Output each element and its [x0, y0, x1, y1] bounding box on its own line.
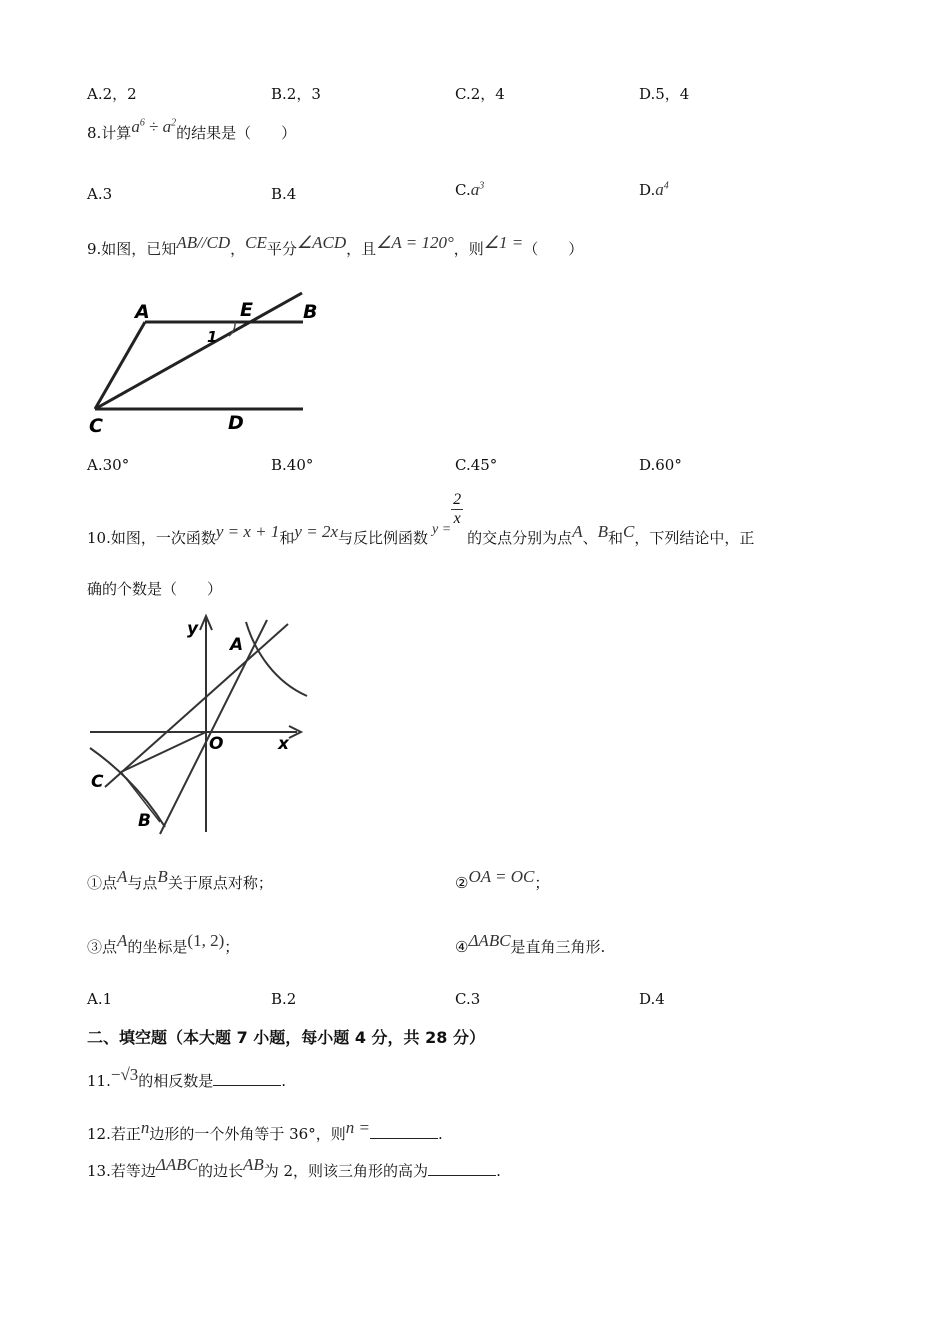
q10-option-d: D.4	[639, 990, 665, 1008]
q10-option-a: A.1	[87, 990, 113, 1008]
question-13: 13.若等边ΔABC的边长AB为 2，则该三角形的高为 .	[87, 1155, 501, 1180]
q7-option-c: C.2，4	[455, 85, 505, 103]
q8-option-a: A.3	[87, 185, 113, 203]
label-b: B	[138, 811, 151, 831]
q8-suffix: 的结果是（ ）	[176, 124, 297, 142]
q10-option-b: B.2	[271, 990, 297, 1008]
q9-option-c: C.45°	[455, 456, 498, 474]
q8-option-b: B.4	[271, 185, 297, 203]
q13-answer-blank[interactable]	[428, 1161, 496, 1176]
q10-statement-4: ④ΔABC是直角三角形.	[455, 931, 606, 956]
label-1: 1	[207, 328, 218, 346]
q10-option-c: C.3	[455, 990, 481, 1008]
q9-option-b: B.40°	[271, 456, 314, 474]
q10-figure	[85, 612, 310, 837]
question-11: 11.−√3的相反数是 .	[87, 1065, 287, 1090]
q8-option-c: $C.a^3$	[455, 180, 485, 199]
q8-expression: $a^6 \div a^2$	[131, 117, 177, 136]
label-x: x	[278, 734, 289, 754]
q7-option-d: D.5，4	[639, 85, 690, 103]
q10-statement-3: ③点A的坐标是(1, 2)；	[87, 931, 240, 956]
q9-option-d: D.60°	[639, 456, 682, 474]
line-ce	[95, 293, 302, 409]
label-a: A	[230, 635, 244, 655]
q10-statement-1: ①点A与点B关于原点对称；	[87, 867, 273, 892]
label-c: C	[89, 415, 103, 437]
q7-option-a: A.2，2	[87, 85, 137, 103]
q10-line2: 确的个数是（ ）	[87, 580, 223, 598]
label-d: D	[228, 412, 244, 434]
label-b: B	[303, 301, 318, 323]
label-e: E	[240, 299, 253, 321]
q12-answer-blank[interactable]	[370, 1124, 438, 1139]
q9-figure	[85, 285, 335, 440]
label-y: y	[187, 619, 199, 639]
label-c: C	[91, 772, 104, 792]
q7-option-b: B.2，3	[271, 85, 321, 103]
q10-statement-2: ②OA = OC；	[455, 867, 550, 892]
line-y-2x	[160, 620, 267, 834]
question-12: 12.若正n边形的一个外角等于 36°，则n = .	[87, 1118, 443, 1143]
q10-frac: $\frac{2}{x}$	[453, 491, 462, 527]
question-10: 10.如图，一次函数y = x + 1和y = 2x与反比例函数 y = $\frac{2}{x}$ 的交点分别为点A、B和C，下列结论中，正	[87, 491, 755, 547]
label-o: O	[209, 734, 224, 754]
q8-option-d: $D.a^4$	[639, 180, 669, 199]
section-2-title: 二、填空题（本大题 7 小题，每小题 4 分，共 28 分）	[87, 1028, 485, 1047]
q9-option-a: A.30°	[87, 456, 130, 474]
q11-answer-blank[interactable]	[213, 1071, 281, 1086]
question-8	[87, 117, 297, 143]
q8-prefix: 8.计算	[87, 124, 132, 142]
question-9: 9.如图，已知AB//CD，CE平分∠ACD，且∠A = 120°，则∠1 =（ ）	[87, 233, 584, 258]
label-a: A	[135, 301, 150, 323]
